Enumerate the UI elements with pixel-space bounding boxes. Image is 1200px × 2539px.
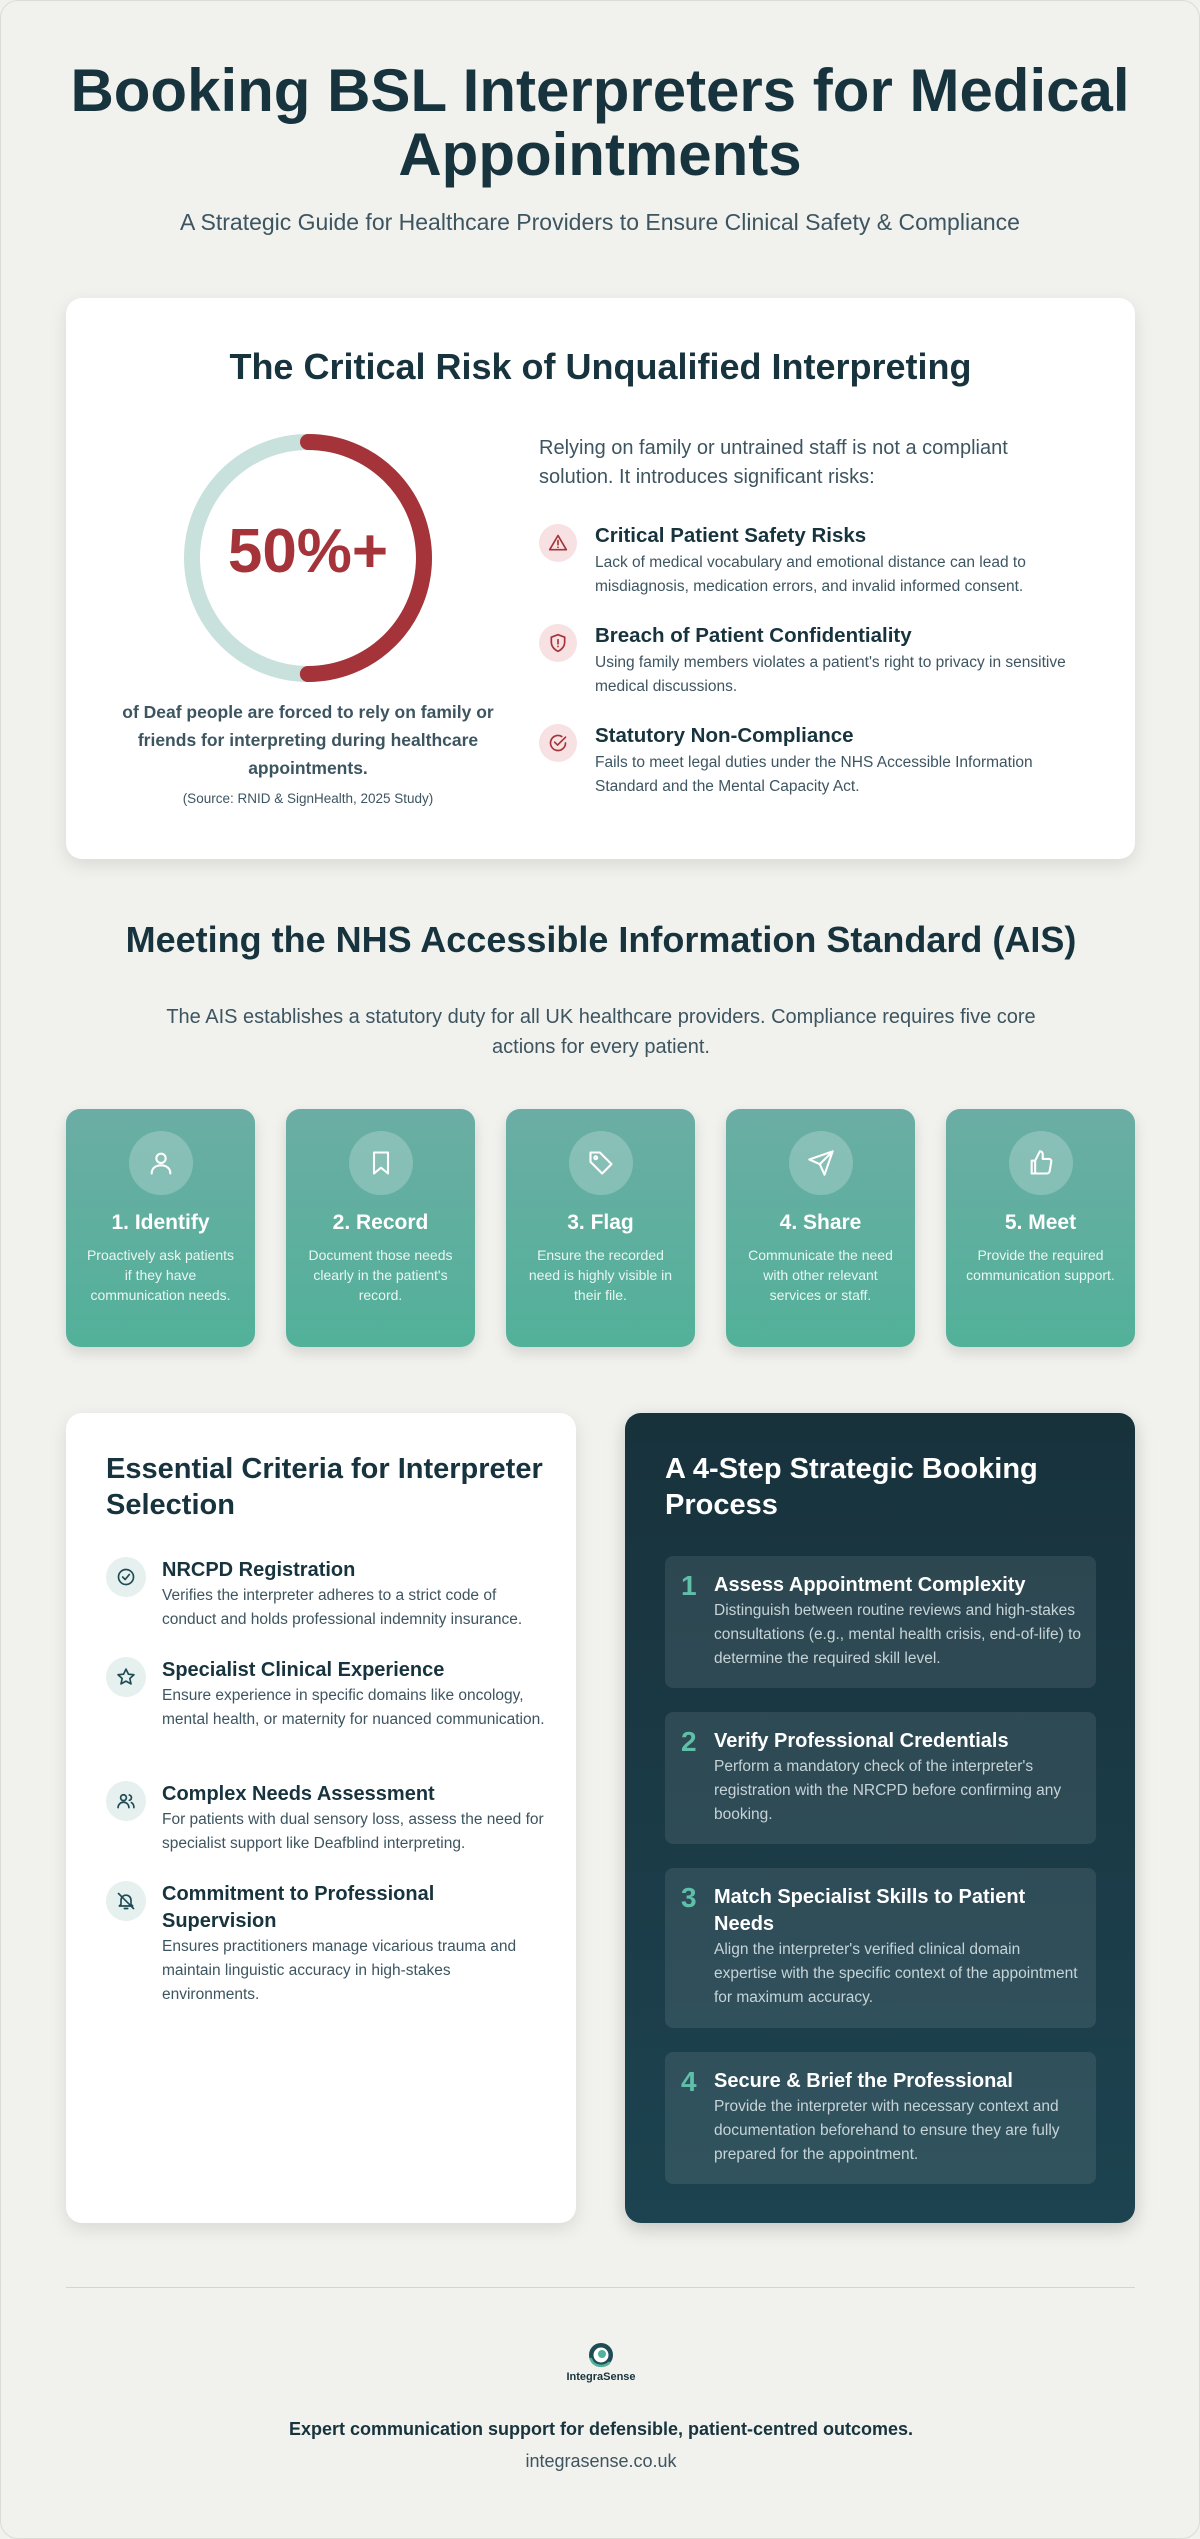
ais-step-share bbox=[726, 1109, 915, 1347]
warning-triangle-icon bbox=[539, 524, 577, 562]
step-description: Provide the interpreter with necessary context and documentation beforehand to ensure they are fully prepared for the appointment. bbox=[714, 2098, 1060, 2163]
risk-card bbox=[66, 298, 1135, 859]
booking-process-card bbox=[625, 1413, 1135, 2223]
footer-tagline: Expert communication support for defensible, patient-centred outcomes. bbox=[288, 2419, 914, 2439]
ais-section-title: Meeting the NHS Accessible Information Standard (AIS) bbox=[125, 919, 1077, 960]
bell-off-icon bbox=[106, 1881, 146, 1921]
criteria-item-title: Complex Needs Assessment bbox=[162, 1783, 435, 1805]
user-icon bbox=[129, 1131, 193, 1195]
criteria-item-title: Specialist Clinical Experience bbox=[162, 1659, 445, 1681]
ais-step-description: Document those needs clearly in the patient's record. bbox=[308, 1247, 453, 1303]
risk-item-description: Lack of medical vocabulary and emotional distance can lead to misdiagnosis, medication errors, and invalid informed consent. bbox=[595, 554, 1026, 595]
risk-intro: Relying on family or untrained staff is not a compliant solution. It introduces significant risks: bbox=[539, 437, 1008, 488]
process-step bbox=[665, 1556, 1096, 1688]
process-step bbox=[665, 1868, 1096, 2028]
footer-divider bbox=[66, 2287, 1135, 2288]
ais-step-title: 3. Flag bbox=[567, 1211, 634, 1234]
step-number: 4 bbox=[681, 2066, 697, 2097]
ais-step-title: 2. Record bbox=[332, 1211, 429, 1234]
thumbs-up-icon bbox=[1009, 1131, 1073, 1195]
page-subtitle: A Strategic Guide for Healthcare Providers to Ensure Clinical Safety & Compliance bbox=[180, 209, 1020, 235]
header bbox=[1, 1, 1199, 236]
ais-step-description: Provide the required communication support. bbox=[966, 1247, 1115, 1283]
page-title: Booking BSL Interpreters for Medical Appointments bbox=[70, 57, 1130, 188]
step-title: Verify Professional Credentials bbox=[714, 1730, 1009, 1752]
step-title: Secure & Brief the Professional bbox=[714, 2070, 1013, 2092]
risk-item-title: Critical Patient Safety Risks bbox=[595, 524, 867, 547]
ais-step-title: 5. Meet bbox=[1004, 1211, 1077, 1234]
step-description: Perform a mandatory check of the interpreter's registration with the NRCPD before confirming any booking. bbox=[714, 1758, 1062, 1823]
step-title: Assess Appointment Complexity bbox=[714, 1574, 1026, 1596]
ais-step-record bbox=[286, 1109, 475, 1347]
step-title: Match Specialist Skills to Patient Needs bbox=[714, 1886, 1026, 1935]
risk-section-title: The Critical Risk of Unqualified Interpreting bbox=[229, 346, 972, 387]
stat-source: (Source: RNID & SignHealth, 2025 Study) bbox=[182, 791, 434, 806]
risk-item-title: Breach of Patient Confidentiality bbox=[595, 624, 912, 647]
criteria-item-title: NRCPD Registration bbox=[162, 1559, 356, 1581]
criteria-item-description: Ensures practitioners manage vicarious trauma and maintain linguistic accuracy in high-stakes environments. bbox=[162, 1938, 517, 2003]
logo-text: IntegraSense bbox=[566, 2371, 636, 2383]
risk-item-description: Fails to meet legal duties under the NHS Accessible Information Standard and the Mental Capacity Act. bbox=[595, 754, 1033, 795]
step-number: 3 bbox=[681, 1882, 697, 1913]
shield-alert-icon bbox=[539, 624, 577, 662]
criteria-item-title: Commitment to Professional Supervision bbox=[162, 1883, 435, 1932]
step-number: 1 bbox=[681, 1570, 697, 1601]
check-circle-icon bbox=[106, 1557, 146, 1597]
ais-intro: The AIS establishes a statutory duty for all UK healthcare providers. Compliance requires five core actions for every patient. bbox=[166, 1006, 1036, 1058]
risk-item-title: Statutory Non-Compliance bbox=[595, 724, 854, 747]
ais-step-description: Proactively ask patients if they have communication needs. bbox=[86, 1247, 235, 1303]
process-step bbox=[665, 1712, 1096, 1844]
users-icon bbox=[106, 1781, 146, 1821]
criteria-item-description: For patients with dual sensory loss, assess the need for specialist support like Deafblind interpreting. bbox=[162, 1811, 544, 1852]
criteria-item-description: Ensure experience in specific domains like oncology, mental health, or maternity for nuanced communication. bbox=[162, 1687, 545, 1728]
bookmark-icon bbox=[349, 1131, 413, 1195]
send-icon bbox=[789, 1131, 853, 1195]
stat-description: of Deaf people are forced to rely on family or friends for interpreting during healthcare appointments. bbox=[122, 702, 494, 778]
criteria-card bbox=[66, 1413, 576, 2223]
tag-icon bbox=[569, 1131, 633, 1195]
ais-step-title: 4. Share bbox=[779, 1211, 862, 1234]
ais-step-meet bbox=[946, 1109, 1135, 1347]
step-description: Distinguish between routine reviews and high-stakes consultations (e.g., mental health crisis, end-of-life) to determine the required skill level. bbox=[714, 1602, 1082, 1667]
process-step bbox=[665, 2052, 1096, 2184]
ais-step-title: 1. Identify bbox=[111, 1211, 210, 1234]
footer-website-link[interactable]: integrasense.co.uk bbox=[525, 2451, 677, 2471]
process-title: A 4-Step Strategic Booking Process bbox=[665, 1453, 1038, 1521]
criteria-item-description: Verifies the interpreter adheres to a strict code of conduct and holds professional indemnity insurance. bbox=[162, 1587, 523, 1628]
ais-step-description: Ensure the recorded need is highly visible in their file. bbox=[528, 1247, 673, 1303]
risk-item-description: Using family members violates a patient's right to privacy in sensitive medical discussions. bbox=[595, 654, 1066, 695]
check-circle-icon bbox=[539, 724, 577, 762]
star-icon bbox=[106, 1657, 146, 1697]
ais-step-identify bbox=[66, 1109, 255, 1347]
step-description: Align the interpreter's verified clinical domain expertise with the specific context of the appointment for maximum accuracy. bbox=[714, 1941, 1078, 2006]
ais-step-flag bbox=[506, 1109, 695, 1347]
ais-step-description: Communicate the need with other relevant services or staff. bbox=[748, 1247, 893, 1303]
step-number: 2 bbox=[681, 1726, 697, 1757]
stat-value: 50%+ bbox=[227, 517, 389, 586]
criteria-title: Essential Criteria for Interpreter Selection bbox=[106, 1453, 543, 1521]
